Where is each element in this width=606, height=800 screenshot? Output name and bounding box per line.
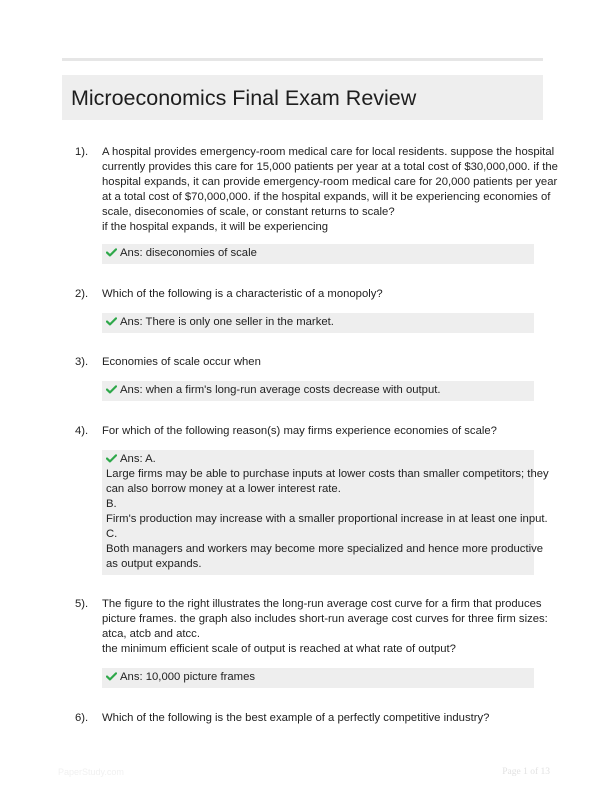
answer-line bbox=[106, 315, 530, 330]
answer-box-3 bbox=[102, 381, 534, 401]
check-icon bbox=[106, 248, 117, 257]
question-line: The figure to the right illustrates the long-run average cost curve for a firm that produces bbox=[102, 598, 542, 610]
answer-text: Ans: when a firm's long-run average costs decrease with output. bbox=[120, 384, 441, 396]
answer-line: can also borrow money at a lower interest rate. bbox=[106, 483, 341, 495]
question-text bbox=[102, 711, 542, 726]
question-text bbox=[102, 355, 542, 370]
question-line: the minimum efficient scale of output is reached at what rate of output? bbox=[102, 643, 456, 655]
question-text bbox=[102, 287, 542, 302]
answer-line: Both managers and workers may become more specialized and hence more productive bbox=[106, 543, 544, 555]
question-line: currently provides this care for 15,000 patients per year at a total cost of $30,000,000. if the bbox=[102, 161, 558, 173]
answer-line bbox=[106, 246, 530, 261]
question-text bbox=[102, 597, 548, 657]
answer-box-2 bbox=[102, 313, 534, 333]
title-banner bbox=[62, 75, 543, 120]
question-line: hospital expands, it can provide emergency-room medical care for 20,000 patients per year bbox=[102, 176, 558, 188]
page-title: Microeconomics Final Exam Review bbox=[71, 86, 417, 110]
check-icon bbox=[106, 385, 117, 394]
answer-line: Large firms may be able to purchase inputs at lower costs than smaller competitors; they bbox=[106, 468, 549, 480]
question-line: at a total cost of $70,000,000. if the hospital expands, will it be experiencing economies of bbox=[102, 191, 551, 203]
answer-line: C. bbox=[106, 528, 118, 540]
question-line: A hospital provides emergency-room medical care for local residents. suppose the hospital bbox=[102, 146, 555, 158]
answer-line: B. bbox=[106, 498, 117, 510]
answer-text: Ans: diseconomies of scale bbox=[120, 247, 257, 259]
question-line: For which of the following reason(s) may firms experience economies of scale? bbox=[102, 425, 497, 437]
answer-line: as output expands. bbox=[106, 558, 202, 570]
answer-line: Firm's production may increase with a smaller proportional increase in at least one input. bbox=[106, 513, 548, 525]
answer-text: Ans: A. bbox=[120, 453, 156, 465]
question-line: Which of the following is a characteristic of a monopoly? bbox=[102, 288, 383, 300]
check-icon bbox=[106, 454, 117, 463]
answer-line bbox=[106, 452, 530, 467]
question-line: Which of the following is the best example of a perfectly competitive industry? bbox=[102, 712, 490, 724]
question-line: picture frames. the graph also includes short-run average cost curves for three firm sizes: bbox=[102, 613, 548, 625]
question-number: 4). bbox=[75, 425, 89, 437]
answer-text: Ans: 10,000 picture frames bbox=[120, 671, 256, 683]
answer-line bbox=[106, 383, 530, 398]
question-text bbox=[102, 424, 542, 439]
answer-box-5 bbox=[102, 668, 534, 688]
answer-box-4 bbox=[102, 450, 549, 575]
answer-box-1 bbox=[102, 244, 534, 264]
question-number: 2). bbox=[75, 288, 89, 300]
question-line: Economies of scale occur when bbox=[102, 356, 261, 368]
check-icon bbox=[106, 672, 117, 681]
footer-site-watermark: PaperStudy.com bbox=[58, 767, 124, 777]
question-number: 3). bbox=[75, 356, 89, 368]
question-text bbox=[102, 145, 558, 235]
question-line: if the hospital expands, it will be experiencing bbox=[102, 221, 329, 233]
page-number: Page 1 of 13 bbox=[502, 767, 550, 777]
answer-text: Ans: There is only one seller in the market. bbox=[120, 316, 334, 328]
check-icon bbox=[106, 317, 117, 326]
question-number: 5). bbox=[75, 598, 89, 610]
question-line: atca, atcb and atcc. bbox=[102, 628, 200, 640]
question-line: scale, diseconomies of scale, or constant returns to scale? bbox=[102, 206, 395, 218]
question-number: 1). bbox=[75, 146, 89, 158]
question-number: 6). bbox=[75, 712, 89, 724]
answer-line bbox=[106, 670, 530, 685]
top-divider bbox=[62, 58, 543, 61]
